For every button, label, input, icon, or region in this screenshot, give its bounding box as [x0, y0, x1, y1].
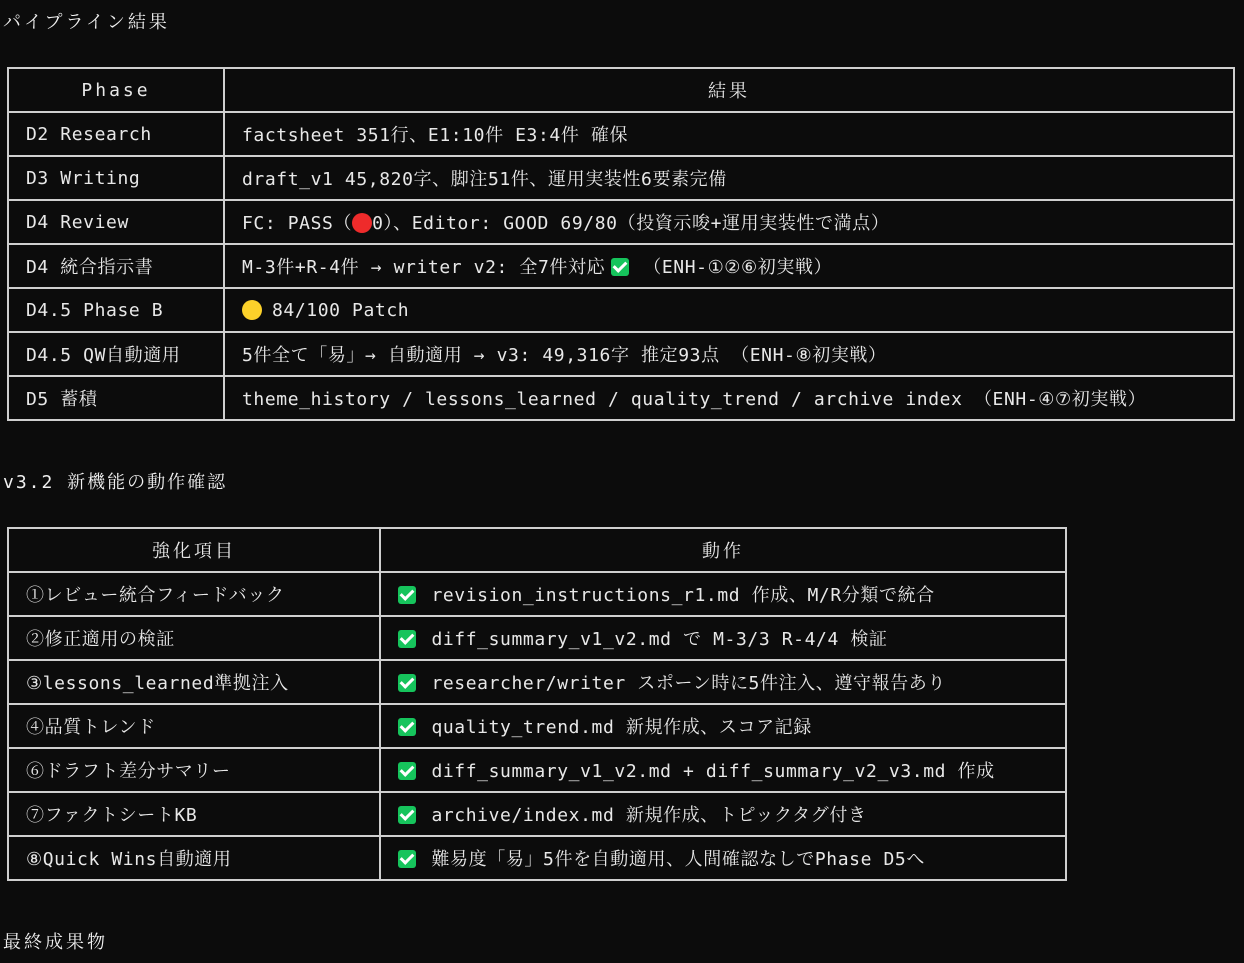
item-cell: ⑦ファクトシートKB — [8, 792, 380, 836]
item-cell: ⑧Quick Wins自動適用 — [8, 836, 380, 880]
check-icon — [398, 806, 416, 824]
phase-cell: D2 Research — [8, 112, 224, 156]
phase-cell: D3 Writing — [8, 156, 224, 200]
red-circle-icon — [352, 213, 372, 233]
action-text: revision_instructions_r1.md 作成、M/R分類で統合 — [431, 585, 935, 606]
column-header-result: 結果 — [224, 68, 1234, 112]
action-text: researcher/writer スポーン時に5件注入、遵守報告あり — [431, 673, 946, 694]
action-cell — [380, 748, 1066, 792]
check-icon — [398, 762, 416, 780]
result-text: （ENH-①②⑥初実戦） — [643, 257, 833, 278]
column-header-phase: Phase — [8, 68, 224, 112]
table-row — [8, 288, 1234, 332]
phase-cell: D4 Review — [8, 200, 224, 244]
result-text: 84/100 Patch — [272, 299, 410, 321]
item-cell: ③lessons_learned準拠注入 — [8, 660, 380, 704]
action-text: 難易度「易」5件を自動適用、人間確認なしでPhase D5へ — [431, 849, 925, 870]
action-cell — [380, 704, 1066, 748]
table-row — [8, 332, 1234, 376]
check-icon — [611, 258, 629, 276]
table-row — [8, 112, 1234, 156]
table-row — [8, 156, 1234, 200]
table-row — [8, 572, 1066, 616]
table-row — [8, 704, 1066, 748]
column-header-item: 強化項目 — [8, 528, 380, 572]
table-header-row — [8, 528, 1066, 572]
phase-cell: D4 統合指示書 — [8, 244, 224, 288]
yellow-circle-icon — [242, 300, 262, 320]
result-cell: draft_v1 45,820字、脚注51件、運用実装性6要素完備 — [224, 156, 1234, 200]
action-cell — [380, 792, 1066, 836]
table-row — [8, 376, 1234, 420]
check-icon — [398, 674, 416, 692]
pipeline-results-heading: パイプライン結果 — [3, 12, 170, 33]
check-icon — [398, 586, 416, 604]
phase-cell: D5 蓄積 — [8, 376, 224, 420]
pipeline-results-table — [7, 67, 1235, 421]
phase-cell: D4.5 Phase B — [8, 288, 224, 332]
check-icon — [398, 718, 416, 736]
action-cell — [380, 616, 1066, 660]
action-text: diff_summary_v1_v2.md で M-3/3 R-4/4 検証 — [431, 629, 888, 650]
action-text: archive/index.md 新規作成、トピックタグ付き — [431, 805, 867, 826]
phase-cell: D4.5 QW自動適用 — [8, 332, 224, 376]
action-cell — [380, 572, 1066, 616]
item-cell: ②修正適用の検証 — [8, 616, 380, 660]
features-table — [7, 527, 1067, 881]
item-cell: ⑥ドラフト差分サマリー — [8, 748, 380, 792]
check-icon — [398, 630, 416, 648]
check-icon — [398, 850, 416, 868]
column-header-action: 動作 — [380, 528, 1066, 572]
result-cell — [224, 200, 1234, 244]
table-row — [8, 616, 1066, 660]
table-header-row — [8, 68, 1234, 112]
result-text: M-3件+R-4件 → writer v2: 全7件対応 — [242, 257, 606, 278]
item-cell: ①レビュー統合フィードバック — [8, 572, 380, 616]
action-cell — [380, 836, 1066, 880]
result-cell: theme_history / lessons_learned / quality_trend / archive index （ENH-④⑦初実戦） — [224, 376, 1234, 420]
table-row — [8, 200, 1234, 244]
table-row — [8, 836, 1066, 880]
result-cell — [224, 288, 1234, 332]
result-cell: 5件全て「易」→ 自動適用 → v3: 49,316字 推定93点 （ENH-⑧初実戦） — [224, 332, 1234, 376]
action-text: quality_trend.md 新規作成、スコア記録 — [431, 717, 812, 738]
table-row — [8, 748, 1066, 792]
action-text: diff_summary_v1_v2.md + diff_summary_v2_v3.md 作成 — [431, 761, 995, 782]
item-cell: ④品質トレンド — [8, 704, 380, 748]
result-text: FC: PASS（ — [242, 213, 353, 234]
action-cell — [380, 660, 1066, 704]
result-cell: factsheet 351行、E1:10件 E3:4件 確保 — [224, 112, 1234, 156]
result-text: 0）、Editor: GOOD 69/80（投資示唆+運用実装性で満点） — [372, 213, 890, 234]
table-row — [8, 244, 1234, 288]
features-heading: v3.2 新機能の動作確認 — [3, 472, 228, 493]
final-deliverables-heading: 最終成果物 — [3, 932, 108, 953]
table-row — [8, 792, 1066, 836]
table-row — [8, 660, 1066, 704]
result-cell — [224, 244, 1234, 288]
